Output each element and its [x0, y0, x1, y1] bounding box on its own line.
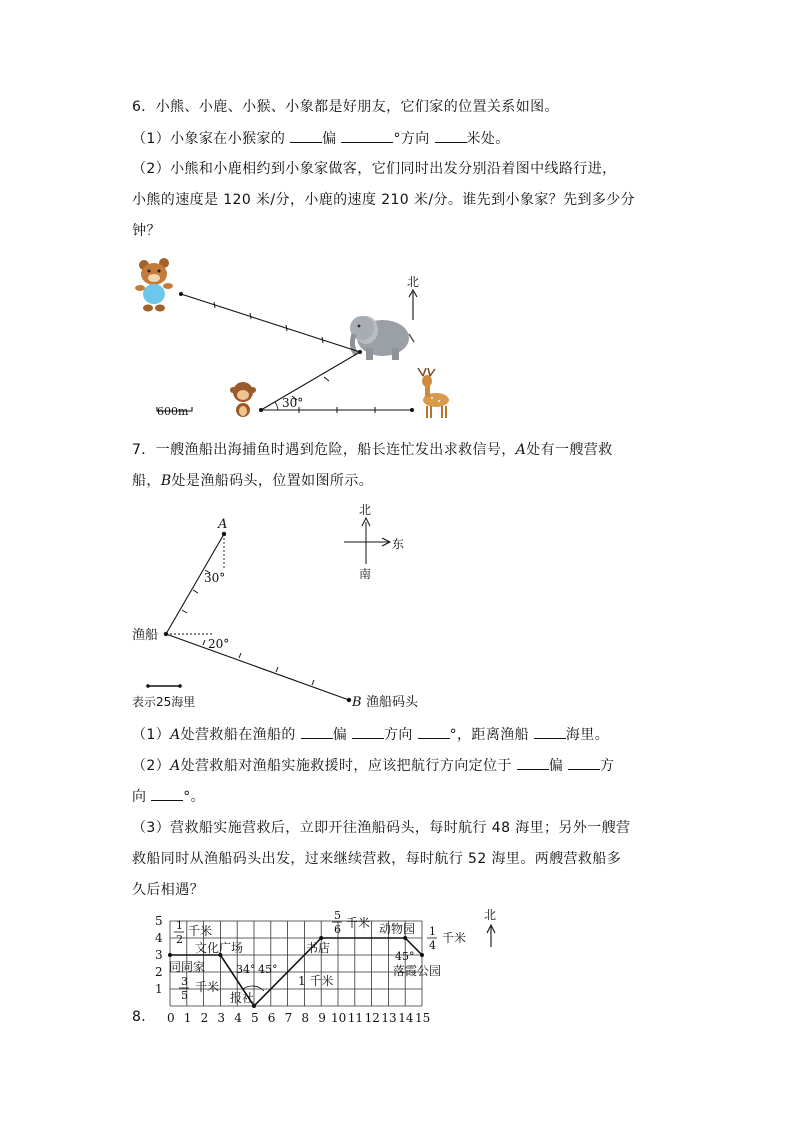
q7-label-boat: 渔船	[132, 628, 159, 643]
q8-y-tick: 2	[155, 965, 163, 979]
q6-part1	[132, 128, 510, 149]
q7-p1-b: A	[170, 727, 181, 743]
q8-dist-1: 1 千米	[298, 974, 334, 988]
q8-angle-34: 34°	[236, 963, 256, 976]
q7-p2-e: 方	[599, 758, 615, 774]
q8-x-tick: 1	[183, 1011, 192, 1025]
q8-place-tongtong: 同同家	[169, 960, 206, 974]
q8-y-tick: 1	[155, 982, 163, 996]
q8-figure	[148, 905, 508, 1025]
q8-frac-1-4-den: 4	[429, 939, 436, 952]
q7-p1-g: 海里。	[565, 727, 610, 743]
q7-part2-line1	[132, 755, 614, 776]
q7-intro-line2	[132, 471, 373, 491]
q6-blank-1[interactable]	[290, 128, 322, 143]
q7-p1-c: 处营救船在渔船的	[180, 727, 296, 743]
q7-angle-20: 20°	[208, 637, 230, 651]
q8-frac-3-5-num: 3	[181, 975, 188, 988]
q7-p2-blank-3[interactable]	[151, 786, 183, 801]
q6-figure	[130, 250, 470, 425]
compass-icon	[344, 518, 390, 564]
q8-x-tick: 7	[284, 1011, 293, 1025]
q6-part1-text-d: 米处。	[466, 131, 510, 147]
q7-part3-line3: 久后相遇？	[132, 882, 204, 898]
q7-part3-line2: 救船同时从渔船码头出发，过来继续营救，每时航行 52 海里。两艘营救船多	[132, 851, 622, 867]
q7-p2-g: °。	[183, 789, 206, 805]
q7-p1-blank-3[interactable]	[418, 724, 450, 739]
q8-y-tick: 3	[155, 948, 163, 962]
q8-y-tick: 5	[155, 914, 163, 928]
q7-intro-1a: 7．一艘渔船出海捕鱼时遇到危险，船长连忙发出求救信号，	[132, 442, 516, 458]
q6-angle-label: 30°	[282, 396, 304, 410]
q6-blank-3[interactable]	[435, 128, 467, 143]
q7-p2-blank-1[interactable]	[517, 755, 549, 770]
q7-part1	[132, 724, 609, 745]
q8-frac-3-5-den: 5	[181, 989, 188, 1002]
q8-frac-5-6-den: 6	[334, 923, 341, 936]
q7-figure	[128, 498, 458, 713]
q8-x-tick: 6	[267, 1011, 276, 1025]
q8-x-tick: 0	[167, 1011, 175, 1025]
q8-frac-5-6-num: 5	[334, 909, 341, 922]
q8-x-tick: 5	[251, 1011, 259, 1025]
q7-intro-2c: 处是渔船码头，位置如图所示。	[171, 473, 374, 489]
q6-part2-line1: （2）小熊和小鹿相约到小象家做客，它们同时出发分别沿着图中线路行进，	[132, 161, 617, 177]
q8-x-tick: 11	[347, 1011, 364, 1025]
q6-part2-line2: 小熊的速度是 120 米/分，小鹿的速度 210 米/分。谁先到小象家？先到多少分	[132, 192, 636, 208]
q8-x-tick: 10	[331, 1011, 347, 1025]
q8-place-bookstore: 书店	[306, 941, 331, 955]
q8-x-tick: 9	[318, 1011, 326, 1025]
q8-x-tick: 2	[200, 1011, 209, 1025]
q6-title: 6．小熊、小鹿、小猴、小象都是好朋友，它们家的位置关系如图。	[132, 99, 559, 115]
q7-intro-line1	[132, 440, 613, 460]
q8-number: 8．	[132, 1009, 156, 1025]
q8-x-tick: 8	[301, 1011, 310, 1025]
q8-x-tick: 12	[364, 1011, 380, 1025]
q6-north-label: 北	[407, 275, 420, 289]
q8-x-tick: 15	[415, 1011, 431, 1025]
q8-angle-45b: 45°	[395, 950, 415, 963]
q7-intro-1b: A	[515, 442, 527, 458]
deer-icon	[418, 368, 449, 418]
q7-p2-b: A	[170, 758, 181, 774]
boat-to-b-line	[166, 634, 349, 700]
bear-icon	[135, 258, 173, 312]
q8-frac-5-6-unit: 千米	[346, 916, 371, 930]
q7-p1-blank-1[interactable]	[301, 724, 333, 739]
q6-part2-line3: 钟？	[132, 223, 161, 239]
q7-label-b-text: 渔船码头	[366, 695, 419, 710]
q7-p2-c: 处营救船对渔船实施救援时，应该把航行方向定位于	[180, 758, 512, 774]
q8-frac-1-4-num: 1	[429, 925, 436, 938]
q7-p1-e: 方向	[383, 727, 413, 743]
q8-angle-45a: 45°	[258, 963, 278, 976]
q8-place-newspaper: 报社	[230, 991, 255, 1005]
monkey-icon	[230, 382, 256, 417]
q8-frac-1-2-unit: 千米	[188, 924, 213, 938]
q6-part1-text-a: （1）小象家在小猴家的	[132, 131, 286, 147]
q8-frac-1-2-den: 2	[176, 933, 183, 946]
q7-p1-blank-2[interactable]	[352, 724, 384, 739]
q8-place-zoo: 动物园	[379, 922, 416, 936]
q7-north: 北	[359, 503, 372, 517]
q6-blank-2[interactable]	[341, 128, 393, 143]
q8-y-tick: 4	[155, 931, 163, 945]
q8-x-tick: 4	[234, 1011, 242, 1025]
q7-p1-d: 偏	[332, 727, 348, 743]
q7-p1-blank-4[interactable]	[534, 724, 566, 739]
q7-p2-blank-2[interactable]	[568, 755, 600, 770]
q7-p1-a: （1）	[132, 727, 171, 743]
q6-part1-text-c: °方向	[393, 131, 430, 147]
q7-p1-f: °，距离渔船	[449, 727, 530, 743]
q7-label-b: B	[352, 695, 362, 710]
q7-part2-line2	[132, 786, 205, 807]
q7-part3-line1: （3）营救船实施营救后，立即开往渔船码头，每时航行 48 海里；另外一艘营	[132, 820, 631, 836]
q8-north: 北	[484, 908, 497, 922]
q8-x-tick: 14	[398, 1011, 414, 1025]
q6-part1-text-b: 偏	[322, 131, 337, 147]
q7-south: 南	[359, 567, 372, 581]
q7-label-a: A	[218, 517, 228, 532]
q8-x-tick: 3	[217, 1011, 226, 1025]
q8-x-tick: 13	[381, 1011, 397, 1025]
q7-intro-2a: 船，	[132, 473, 161, 489]
q8-place-culture: 文化广场	[195, 941, 244, 955]
q7-angle-30: 30°	[204, 571, 226, 585]
q7-east: 东	[392, 537, 405, 551]
q8-frac-1-4-unit: 千米	[442, 931, 467, 945]
q6-scale-label: 600m	[157, 405, 189, 418]
q7-intro-2b: B	[160, 473, 172, 489]
q8-frac-1-2-num: 1	[176, 919, 183, 932]
q8-frac-3-5-unit: 千米	[195, 980, 220, 994]
q8-place-park: 落霞公园	[393, 964, 442, 978]
monkey-elephant-route	[261, 352, 360, 410]
q7-p2-a: （2）	[132, 758, 171, 774]
q7-scale: 表示25海里	[132, 695, 196, 709]
q7-intro-1c: 处有一艘营救	[526, 442, 613, 458]
q7-p2-f: 向	[132, 789, 147, 805]
q7-p2-d: 偏	[548, 758, 564, 774]
bear-elephant-route	[181, 294, 360, 352]
